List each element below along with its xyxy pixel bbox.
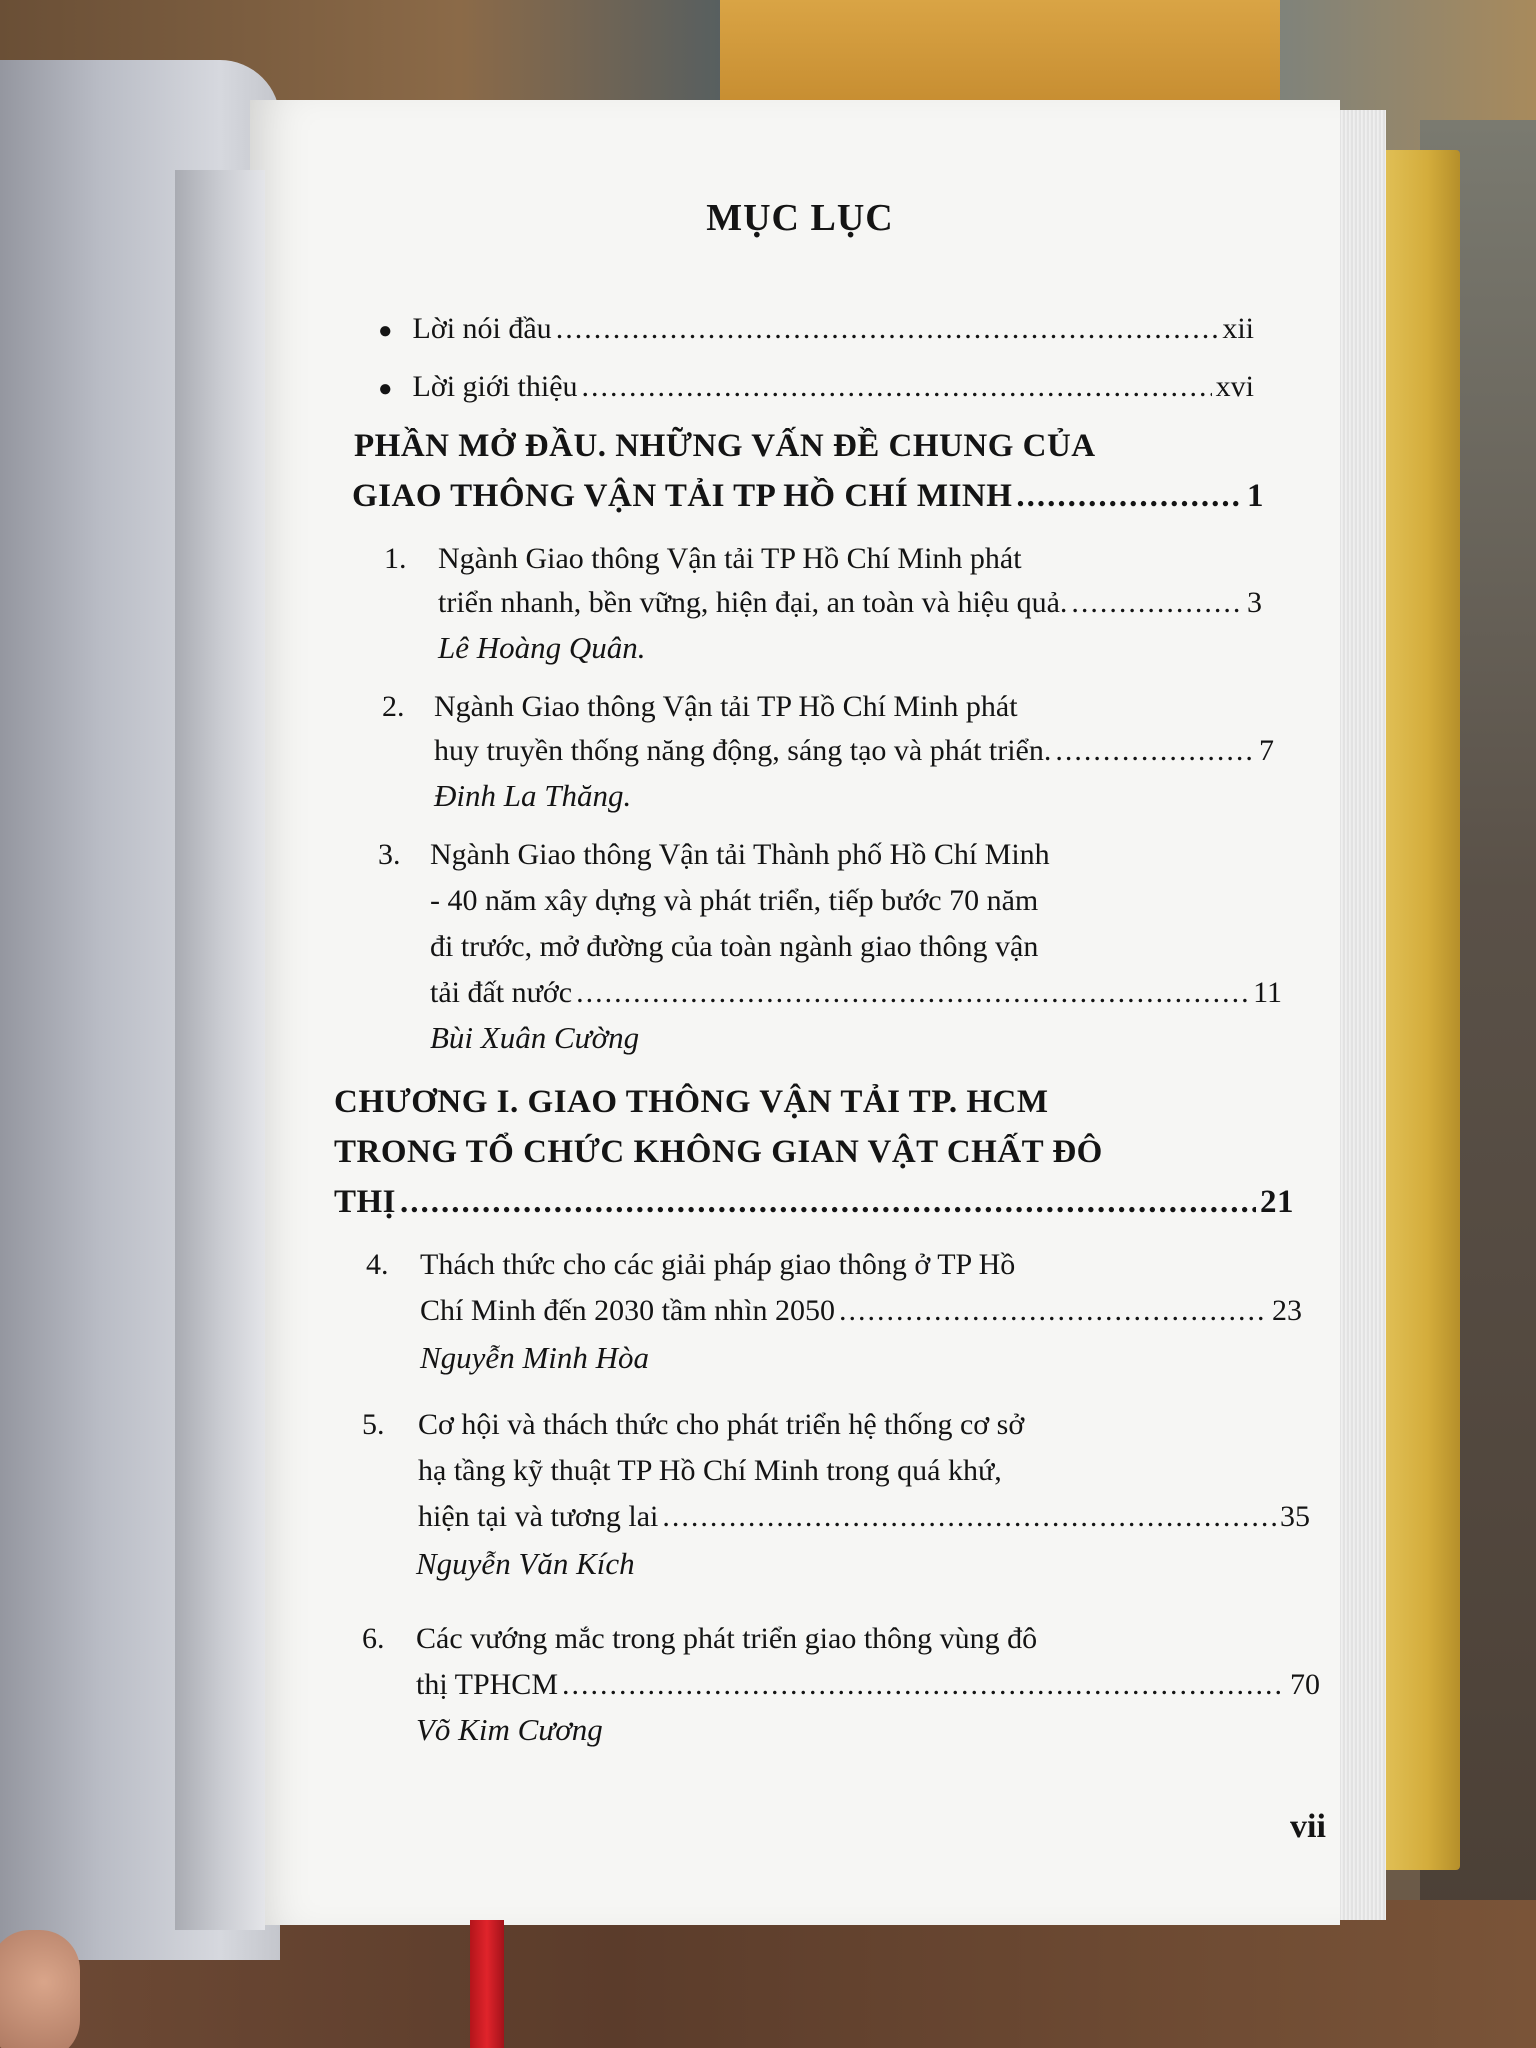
toc-item-page: 70 [1290,1668,1320,1701]
dot-leader [582,370,1212,404]
author-text: Bùi Xuân Cường [430,1020,640,1055]
entry-line [418,1500,1310,1534]
author-text: Đinh La Thăng. [434,778,632,813]
entry-line [430,930,1038,964]
heading-text: THỊ [334,1184,397,1220]
heading-text: CHƯƠNG I. GIAO THÔNG VẬN TẢI TP. HCM [334,1084,1049,1120]
dot-leader [1071,586,1243,620]
entry-text: huy truyền thống năng động, sáng tạo và phát triển. [434,734,1052,767]
toc-item-page: 23 [1272,1294,1302,1327]
entry-author [416,1712,603,1748]
chapter-heading-line [334,1084,1048,1121]
entry-number: 5. [362,1408,385,1441]
dot-leader [562,1668,1286,1702]
author-text: Lê Hoàng Quân. [438,630,646,665]
page-number: vii [1290,1808,1326,1845]
entry-text: Chí Minh đến 2030 tầm nhìn 2050 [420,1294,835,1327]
bullet-icon: ● [378,318,393,344]
entry-line [430,838,1050,872]
bullet-icon: ● [378,376,393,402]
toc-item-page: 3 [1247,586,1262,619]
author-text: Võ Kim Cương [416,1712,603,1747]
entry-line [416,1668,1320,1702]
dot-leader [839,1294,1268,1328]
author-text: Nguyễn Văn Kích [416,1546,635,1581]
toc-item-page: 7 [1259,734,1274,767]
entry-number: 4. [366,1248,389,1281]
entry-line [434,690,1018,724]
entry-number: 2. [382,690,405,723]
entry-line [416,1622,1037,1656]
entry-text: Cơ hội và thách thức cho phát triển hệ thống cơ sở [418,1408,1025,1441]
dot-leader [400,1184,1256,1221]
toc-item-foreword [378,312,1254,346]
entry-text: - 40 năm xây dựng và phát triển, tiếp bước 70 năm [430,884,1039,917]
entry-text: đi trước, mở đường của toàn ngành giao thông vận [430,930,1039,963]
entry-line [438,586,1262,620]
dot-leader [556,312,1219,346]
entry-line [420,1248,1015,1282]
entry-number: 1. [384,542,407,575]
entry-line [420,1294,1302,1328]
entry-line [438,542,1022,576]
toc-item-introduction [378,370,1254,404]
toc-item-page: 1 [1247,478,1264,514]
entry-text: Ngành Giao thông Vận tải Thành phố Hồ Chí Minh [430,838,1050,871]
toc-item-label: Lời nói đầu [412,312,552,345]
entry-text: tải đất nước [430,976,573,1009]
heading-text: TRONG TỔ CHỨC KHÔNG GIAN VẬT CHẤT ĐÔ [334,1134,1103,1170]
entry-text: triển nhanh, bền vững, hiện đại, an toàn và hiệu quả. [438,586,1068,619]
dot-leader [1016,478,1243,515]
toc-item-page: 11 [1253,976,1282,1009]
author-text: Nguyễn Minh Hòa [420,1340,650,1375]
entry-number: 3. [378,838,401,871]
entry-text: Ngành Giao thông Vận tải TP Hồ Chí Minh phát [438,542,1022,575]
entry-text: Thách thức cho các giải pháp giao thông ở TP Hồ [420,1248,1016,1281]
entry-line [434,734,1274,768]
part-heading-line [354,428,1096,465]
part-heading-line [352,478,1264,515]
entry-author [438,630,646,666]
toc-item-label: Lời giới thiệu [412,370,578,403]
entry-line [418,1408,1024,1442]
chapter-heading-line [334,1184,1294,1221]
entry-line [430,884,1038,918]
entry-text: Các vướng mắc trong phát triển giao thông vùng đô [416,1622,1038,1655]
entry-author [420,1340,649,1376]
heading-text: PHẦN MỞ ĐẦU. NHỮNG VẤN ĐỀ CHUNG CỦA [354,428,1096,464]
toc-item-page: xvi [1215,370,1254,403]
entry-text: Ngành Giao thông Vận tải TP Hồ Chí Minh phát [434,690,1018,723]
entry-line [430,976,1282,1010]
entry-text: hạ tầng kỹ thuật TP Hồ Chí Minh trong quá khứ, [418,1454,1002,1487]
page-title: MỤC LỤC [706,197,894,239]
entry-line [418,1454,1002,1488]
entry-text: hiện tại và tương lai [418,1500,659,1533]
dot-leader [662,1500,1276,1534]
entry-text: thị TPHCM [416,1668,558,1701]
toc-item-page: xii [1222,312,1254,345]
heading-text: GIAO THÔNG VẬN TẢI TP HỒ CHÍ MINH [352,478,1013,514]
chapter-heading-line [334,1134,1103,1171]
entry-number: 6. [362,1622,385,1655]
toc-item-page: 35 [1280,1500,1310,1533]
entry-author [416,1546,635,1582]
dot-leader [576,976,1249,1010]
toc-item-page: 21 [1260,1184,1294,1220]
entry-author [430,1020,639,1056]
entry-author [434,778,631,814]
dot-leader [1055,734,1255,768]
